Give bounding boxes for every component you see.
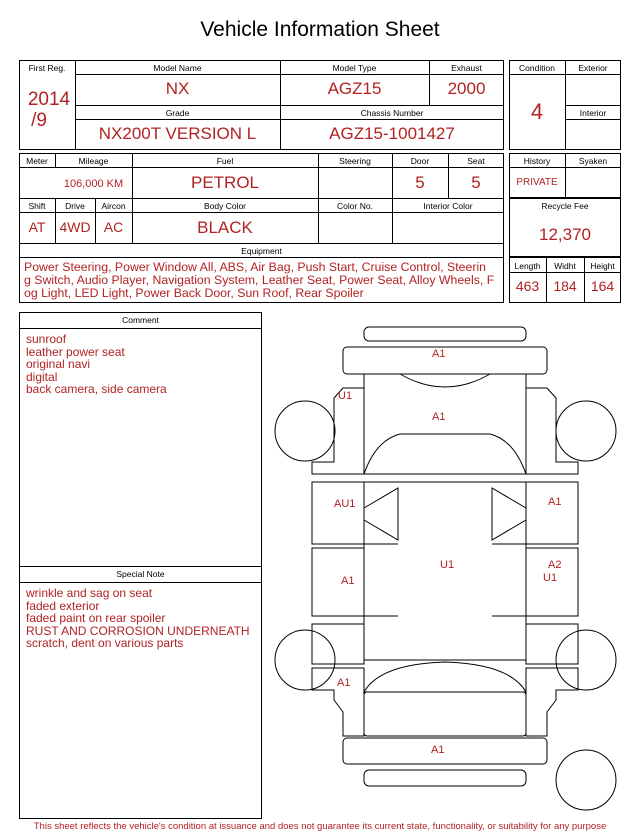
front-right-door xyxy=(526,482,578,544)
length-label: Length xyxy=(514,261,541,271)
first-reg-label: First Reg. xyxy=(28,63,66,73)
code-front-left-fender: U1 xyxy=(338,390,353,402)
model-name-value: NX xyxy=(165,79,190,98)
code-front-left-door: AU1 xyxy=(334,498,356,510)
seat-label: Seat xyxy=(467,156,485,166)
model-type-label: Model Type xyxy=(332,63,377,73)
fuel-label: Fuel xyxy=(216,156,234,166)
drive-value: 4WD xyxy=(59,219,91,235)
list-item: leather power seat xyxy=(26,344,125,359)
condition-grade: 4 xyxy=(530,99,544,124)
recycle-fee-label: Recycle Fee xyxy=(541,201,589,211)
rear-right-fender xyxy=(526,624,578,664)
shift-label: Shift xyxy=(28,201,46,211)
code-rear-bumper: A1 xyxy=(431,744,445,756)
condition-label: Condition xyxy=(519,63,555,73)
special-note-label: Special Note xyxy=(116,569,165,579)
left-mirror xyxy=(364,488,398,540)
list-item: original navi xyxy=(26,357,91,372)
history-value: PRIVATE xyxy=(516,177,558,188)
wheel-front-right xyxy=(556,401,616,461)
list-item: sunroof xyxy=(26,332,67,346)
spare-tire xyxy=(556,750,616,810)
disclaimer-footer: This sheet reflects the vehicle's condition at issuance and does not guarantee its current state, functionality, or suitability for any purpose xyxy=(33,821,607,832)
aircon-label: Aircon xyxy=(101,201,126,211)
code-rear-right-door-2: U1 xyxy=(543,572,558,584)
list-item: faded paint on rear spoiler xyxy=(26,611,166,626)
equipment-line: g Switch, Audio Player, Navigation System, Leather Seat, Power Seat, Alloy Wheels, F xyxy=(24,273,495,288)
windshield xyxy=(364,434,526,474)
steering-label: Steering xyxy=(339,156,371,166)
code-rear-right-door-1: A2 xyxy=(548,559,562,571)
rear-bumper xyxy=(343,738,547,764)
grade-label: Grade xyxy=(165,108,190,118)
comment-label: Comment xyxy=(122,315,159,325)
exhaust-value: 2000 xyxy=(447,79,486,98)
recycle-fee-value: 12,370 xyxy=(539,225,591,244)
front-left-door xyxy=(312,482,364,544)
rear-window xyxy=(364,662,526,692)
model-type-value: AGZ15 xyxy=(327,79,382,98)
wheel-front-left xyxy=(275,401,335,461)
syaken-label: Syaken xyxy=(578,156,608,166)
fuel-value: PETROL xyxy=(190,173,260,192)
exhaust-label: Exhaust xyxy=(451,63,482,73)
interior-label: Interior xyxy=(579,108,607,118)
model-name-label: Model Name xyxy=(153,63,202,73)
roof xyxy=(364,482,526,660)
wheel-rear-right xyxy=(556,630,616,690)
list-item: scratch, dent on various parts xyxy=(26,636,184,651)
right-mirror xyxy=(492,488,526,540)
body-color-value: BLACK xyxy=(197,218,253,237)
history-label: History xyxy=(523,156,551,166)
code-hood: A1 xyxy=(432,411,446,423)
first-reg-month: /9 xyxy=(31,110,47,131)
equipment-label: Equipment xyxy=(241,246,282,256)
equipment-line: Power Steering, Power Window All, ABS, Air Bag, Push Start, Cruise Control, Steerin xyxy=(24,260,487,274)
shift-value: AT xyxy=(28,219,46,235)
list-item: RUST AND CORROSION UNDERNEATH xyxy=(26,623,250,638)
height-label: Height xyxy=(590,261,615,271)
equipment-list xyxy=(24,261,502,301)
special-note-list xyxy=(26,587,258,650)
list-item: faded exterior xyxy=(26,598,100,613)
width-label: Widht xyxy=(554,261,576,271)
length-value: 463 xyxy=(515,278,540,294)
rear-left-fender xyxy=(312,624,364,664)
comment-list xyxy=(26,333,258,396)
front-right-fender xyxy=(526,388,578,474)
code-front-right-door: A1 xyxy=(548,496,562,508)
wheel-rear-left xyxy=(275,630,335,690)
chassis-number-label: Chassis Number xyxy=(360,108,424,118)
interior-color-label: Interior Color xyxy=(423,201,473,211)
rear-left-door xyxy=(312,548,364,616)
seat-value: 5 xyxy=(471,173,481,192)
mileage-label: Mileage xyxy=(78,156,109,166)
list-item: wrinkle and sag on seat xyxy=(26,586,153,600)
height-value: 164 xyxy=(590,278,615,294)
door-label: Door xyxy=(410,156,430,166)
color-no-label: Color No. xyxy=(337,201,373,211)
width-value: 184 xyxy=(553,278,577,294)
body-color-label: Body Color xyxy=(203,201,247,211)
exterior-label: Exterior xyxy=(578,63,608,73)
list-item: back camera, side camera xyxy=(26,382,167,397)
car-damage-diagram xyxy=(266,318,626,818)
code-front-bumper: A1 xyxy=(432,348,446,360)
trunk xyxy=(364,692,526,736)
list-item: digital xyxy=(26,369,58,384)
mileage-value: 106,000 KM xyxy=(63,178,124,190)
hood-recess xyxy=(400,374,490,387)
first-reg-year: 2014 xyxy=(27,89,71,110)
code-rear-left-fender: A1 xyxy=(337,677,351,689)
code-rear-left-door: A1 xyxy=(341,575,355,587)
chassis-number-value: AGZ15-1001427 xyxy=(329,124,455,143)
equipment-line: og Light, LED Light, Power Back Door, Sun Roof, Rear Spoiler xyxy=(24,286,364,301)
code-roof: U1 xyxy=(440,559,455,571)
rear-bumper-bottom xyxy=(364,770,526,786)
door-value: 5 xyxy=(415,173,425,192)
drive-label: Drive xyxy=(65,201,85,211)
aircon-value: AC xyxy=(103,219,124,235)
meter-label: Meter xyxy=(26,156,48,166)
hood xyxy=(364,374,526,474)
sheet-title: Vehicle Information Sheet xyxy=(200,18,440,41)
rear-right-quarter xyxy=(526,668,578,736)
front-bumper-top xyxy=(364,327,526,341)
grade-value: NX200T VERSION L xyxy=(98,124,257,143)
